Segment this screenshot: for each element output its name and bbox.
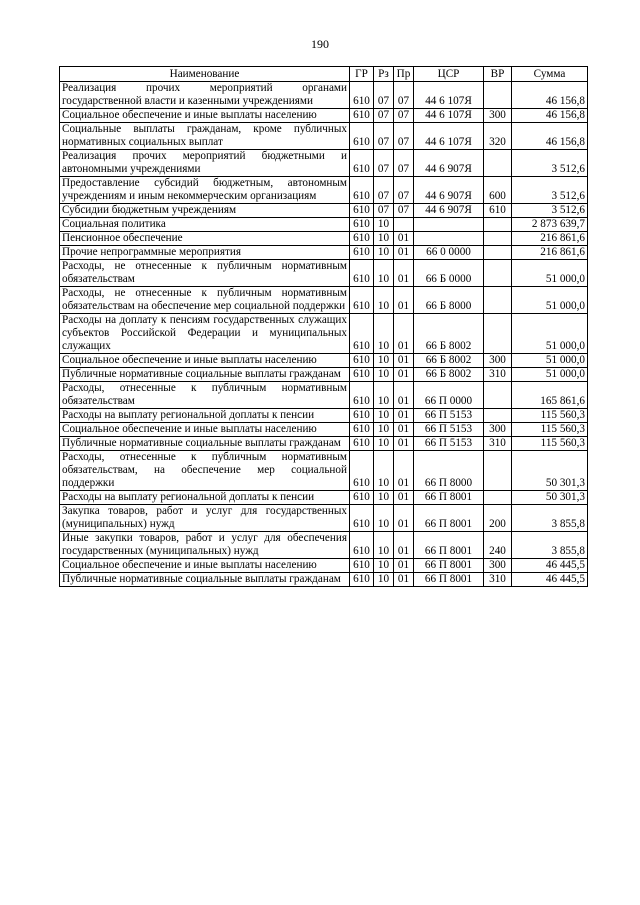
cell-vr: 310: [484, 437, 512, 451]
table-row: [60, 559, 588, 573]
cell-vr: 610: [484, 204, 512, 218]
cell-rz: 10: [374, 409, 394, 423]
cell-pr: 07: [394, 177, 414, 204]
cell-sum: 46 156,8: [512, 82, 588, 109]
table-row: [60, 437, 588, 451]
cell-rz: 10: [374, 354, 394, 368]
cell-vr: [484, 382, 512, 409]
table-row: [60, 354, 588, 368]
cell-pr: 01: [394, 491, 414, 505]
cell-gr: 610: [350, 150, 374, 177]
cell-rz: 10: [374, 232, 394, 246]
cell-pr: 07: [394, 204, 414, 218]
cell-name: Публичные нормативные социальные выплаты гражданам: [60, 437, 350, 451]
cell-pr: 01: [394, 314, 414, 354]
cell-name: Социальные выплаты гражданам, кроме публичных нормативных социальных выплат: [60, 123, 350, 150]
cell-name: Расходы на доплату к пенсиям государственных служащих субъектов Российской Федерации и муниципальных служащих: [60, 314, 350, 354]
cell-name: Пенсионное обеспечение: [60, 232, 350, 246]
cell-sum: 216 861,6: [512, 246, 588, 260]
cell-name: Публичные нормативные социальные выплаты гражданам: [60, 368, 350, 382]
cell-pr: 01: [394, 368, 414, 382]
header-name: Наименование: [60, 67, 350, 82]
table-row: [60, 451, 588, 491]
header-csr: ЦСР: [414, 67, 484, 82]
cell-pr: 01: [394, 451, 414, 491]
cell-vr: 320: [484, 123, 512, 150]
cell-gr: 610: [350, 451, 374, 491]
cell-rz: 07: [374, 150, 394, 177]
cell-rz: 07: [374, 204, 394, 218]
cell-csr: 66 Б 0000: [414, 260, 484, 287]
cell-vr: [484, 451, 512, 491]
cell-rz: 10: [374, 505, 394, 532]
cell-vr: [484, 287, 512, 314]
cell-csr: 44 6 907Я: [414, 150, 484, 177]
cell-sum: 3 512,6: [512, 150, 588, 177]
cell-vr: [484, 491, 512, 505]
cell-gr: 610: [350, 368, 374, 382]
cell-vr: 600: [484, 177, 512, 204]
cell-sum: 46 445,5: [512, 573, 588, 587]
cell-csr: 44 6 107Я: [414, 109, 484, 123]
cell-vr: 300: [484, 354, 512, 368]
cell-rz: 10: [374, 573, 394, 587]
cell-gr: 610: [350, 505, 374, 532]
cell-sum: 51 000,0: [512, 260, 588, 287]
table-row: [60, 260, 588, 287]
cell-rz: 10: [374, 368, 394, 382]
cell-rz: 07: [374, 82, 394, 109]
table-row: [60, 177, 588, 204]
cell-sum: 3 512,6: [512, 177, 588, 204]
cell-pr: 01: [394, 532, 414, 559]
cell-csr: 66 П 8001: [414, 491, 484, 505]
cell-pr: 01: [394, 423, 414, 437]
cell-vr: [484, 260, 512, 287]
cell-vr: 300: [484, 423, 512, 437]
cell-rz: 10: [374, 382, 394, 409]
cell-pr: 01: [394, 354, 414, 368]
cell-sum: 2 873 639,7: [512, 218, 588, 232]
cell-sum: 51 000,0: [512, 368, 588, 382]
table-row: [60, 382, 588, 409]
cell-gr: 610: [350, 559, 374, 573]
budget-table: [59, 66, 588, 587]
table-row: [60, 204, 588, 218]
cell-csr: 66 Б 8002: [414, 314, 484, 354]
header-rz: Рз: [374, 67, 394, 82]
cell-sum: 46 156,8: [512, 123, 588, 150]
table-row: [60, 218, 588, 232]
table-header-row: [60, 67, 588, 82]
cell-csr: 66 П 5153: [414, 423, 484, 437]
cell-sum: 216 861,6: [512, 232, 588, 246]
cell-gr: 610: [350, 409, 374, 423]
cell-pr: 01: [394, 232, 414, 246]
cell-gr: 610: [350, 354, 374, 368]
table-row: [60, 123, 588, 150]
cell-gr: 610: [350, 573, 374, 587]
cell-name: Расходы на выплату региональной доплаты к пенсии: [60, 491, 350, 505]
cell-csr: 66 Б 8002: [414, 368, 484, 382]
cell-csr: 44 6 907Я: [414, 204, 484, 218]
cell-gr: 610: [350, 423, 374, 437]
cell-vr: 200: [484, 505, 512, 532]
cell-pr: 01: [394, 505, 414, 532]
cell-rz: 10: [374, 491, 394, 505]
cell-pr: 01: [394, 559, 414, 573]
cell-gr: 610: [350, 232, 374, 246]
table-row: [60, 287, 588, 314]
cell-gr: 610: [350, 246, 374, 260]
cell-name: Предоставление субсидий бюджетным, автономным учреждениям и иным некоммерческим организациям: [60, 177, 350, 204]
cell-csr: 44 6 107Я: [414, 82, 484, 109]
cell-pr: 07: [394, 109, 414, 123]
cell-csr: [414, 232, 484, 246]
table-row: [60, 232, 588, 246]
cell-rz: 07: [374, 123, 394, 150]
cell-name: Реализация прочих мероприятий органами государственной власти и казенными учреждениями: [60, 82, 350, 109]
header-sum: Сумма: [512, 67, 588, 82]
cell-name: Субсидии бюджетным учреждениям: [60, 204, 350, 218]
cell-pr: 01: [394, 573, 414, 587]
cell-pr: 07: [394, 82, 414, 109]
cell-sum: 50 301,3: [512, 451, 588, 491]
cell-csr: 66 П 5153: [414, 437, 484, 451]
cell-gr: 610: [350, 314, 374, 354]
cell-rz: 10: [374, 314, 394, 354]
table-row: [60, 491, 588, 505]
header-pr: Пр: [394, 67, 414, 82]
cell-name: Расходы, не отнесенные к публичным нормативным обязательствам на обеспечение мер социальной поддержки: [60, 287, 350, 314]
cell-vr: [484, 246, 512, 260]
cell-sum: 51 000,0: [512, 314, 588, 354]
cell-name: Социальное обеспечение и иные выплаты населению: [60, 354, 350, 368]
cell-sum: 115 560,3: [512, 409, 588, 423]
cell-csr: 66 П 0000: [414, 382, 484, 409]
cell-vr: [484, 150, 512, 177]
cell-pr: 01: [394, 437, 414, 451]
table-row: [60, 505, 588, 532]
cell-sum: 115 560,3: [512, 437, 588, 451]
table-row: [60, 150, 588, 177]
cell-gr: 610: [350, 123, 374, 150]
cell-pr: 01: [394, 382, 414, 409]
table-row: [60, 246, 588, 260]
cell-csr: 66 П 8000: [414, 451, 484, 491]
cell-name: Реализация прочих мероприятий бюджетными и автономными учреждениями: [60, 150, 350, 177]
cell-gr: 610: [350, 437, 374, 451]
table-row: [60, 368, 588, 382]
cell-vr: 240: [484, 532, 512, 559]
cell-pr: 07: [394, 150, 414, 177]
cell-rz: 07: [374, 177, 394, 204]
cell-pr: 01: [394, 287, 414, 314]
cell-rz: 10: [374, 260, 394, 287]
cell-sum: 51 000,0: [512, 287, 588, 314]
cell-sum: 3 512,6: [512, 204, 588, 218]
cell-gr: 610: [350, 109, 374, 123]
cell-vr: [484, 82, 512, 109]
cell-name: Расходы на выплату региональной доплаты к пенсии: [60, 409, 350, 423]
cell-vr: [484, 232, 512, 246]
cell-rz: 10: [374, 287, 394, 314]
cell-gr: 610: [350, 491, 374, 505]
cell-rz: 10: [374, 451, 394, 491]
cell-rz: 10: [374, 218, 394, 232]
cell-gr: 610: [350, 82, 374, 109]
cell-gr: 610: [350, 532, 374, 559]
cell-csr: 66 Б 8002: [414, 354, 484, 368]
table-row: [60, 409, 588, 423]
cell-pr: 01: [394, 246, 414, 260]
cell-vr: [484, 314, 512, 354]
cell-rz: 10: [374, 559, 394, 573]
cell-gr: 610: [350, 382, 374, 409]
cell-vr: 300: [484, 559, 512, 573]
cell-csr: 44 6 907Я: [414, 177, 484, 204]
cell-csr: 66 П 8001: [414, 532, 484, 559]
cell-name: Иные закупки товаров, работ и услуг для обеспечения государственных (муниципальных) нужд: [60, 532, 350, 559]
cell-vr: [484, 218, 512, 232]
cell-vr: [484, 409, 512, 423]
cell-vr: 310: [484, 368, 512, 382]
cell-csr: 66 0 0000: [414, 246, 484, 260]
cell-gr: 610: [350, 177, 374, 204]
cell-pr: [394, 218, 414, 232]
page-number: 190: [311, 37, 329, 51]
cell-sum: 50 301,3: [512, 491, 588, 505]
header-vr: ВР: [484, 67, 512, 82]
cell-csr: 66 П 8001: [414, 573, 484, 587]
cell-sum: 3 855,8: [512, 532, 588, 559]
cell-name: Социальное обеспечение и иные выплаты населению: [60, 559, 350, 573]
cell-rz: 10: [374, 423, 394, 437]
table-row: [60, 423, 588, 437]
cell-csr: 66 П 8001: [414, 559, 484, 573]
cell-sum: 115 560,3: [512, 423, 588, 437]
cell-gr: 610: [350, 287, 374, 314]
header-gr: ГР: [350, 67, 374, 82]
table-row: [60, 109, 588, 123]
table-row: [60, 82, 588, 109]
cell-gr: 610: [350, 218, 374, 232]
cell-vr: 300: [484, 109, 512, 123]
cell-rz: 10: [374, 246, 394, 260]
cell-sum: 165 861,6: [512, 382, 588, 409]
cell-pr: 07: [394, 123, 414, 150]
cell-name: Расходы, отнесенные к публичным нормативным обязательствам: [60, 382, 350, 409]
cell-csr: [414, 218, 484, 232]
table-row: [60, 314, 588, 354]
cell-sum: 3 855,8: [512, 505, 588, 532]
cell-name: Закупка товаров, работ и услуг для государственных (муниципальных) нужд: [60, 505, 350, 532]
cell-name: Расходы, отнесенные к публичным нормативным обязательствам, на обеспечение мер социальной поддержки: [60, 451, 350, 491]
cell-csr: 66 П 8001: [414, 505, 484, 532]
cell-pr: 01: [394, 260, 414, 287]
cell-name: Социальное обеспечение и иные выплаты населению: [60, 423, 350, 437]
cell-gr: 610: [350, 204, 374, 218]
cell-name: Расходы, не отнесенные к публичным нормативным обязательствам: [60, 260, 350, 287]
table-row: [60, 532, 588, 559]
cell-name: Прочие непрограммные мероприятия: [60, 246, 350, 260]
cell-pr: 01: [394, 409, 414, 423]
cell-rz: 10: [374, 437, 394, 451]
cell-csr: 66 П 5153: [414, 409, 484, 423]
cell-sum: 51 000,0: [512, 354, 588, 368]
cell-csr: 66 Б 8000: [414, 287, 484, 314]
cell-csr: 44 6 107Я: [414, 123, 484, 150]
cell-rz: 10: [374, 532, 394, 559]
table-row: [60, 573, 588, 587]
cell-gr: 610: [350, 260, 374, 287]
cell-sum: 46 445,5: [512, 559, 588, 573]
cell-sum: 46 156,8: [512, 109, 588, 123]
cell-name: Социальная политика: [60, 218, 350, 232]
cell-rz: 07: [374, 109, 394, 123]
cell-name: Социальное обеспечение и иные выплаты населению: [60, 109, 350, 123]
cell-vr: 310: [484, 573, 512, 587]
cell-name: Публичные нормативные социальные выплаты гражданам: [60, 573, 350, 587]
